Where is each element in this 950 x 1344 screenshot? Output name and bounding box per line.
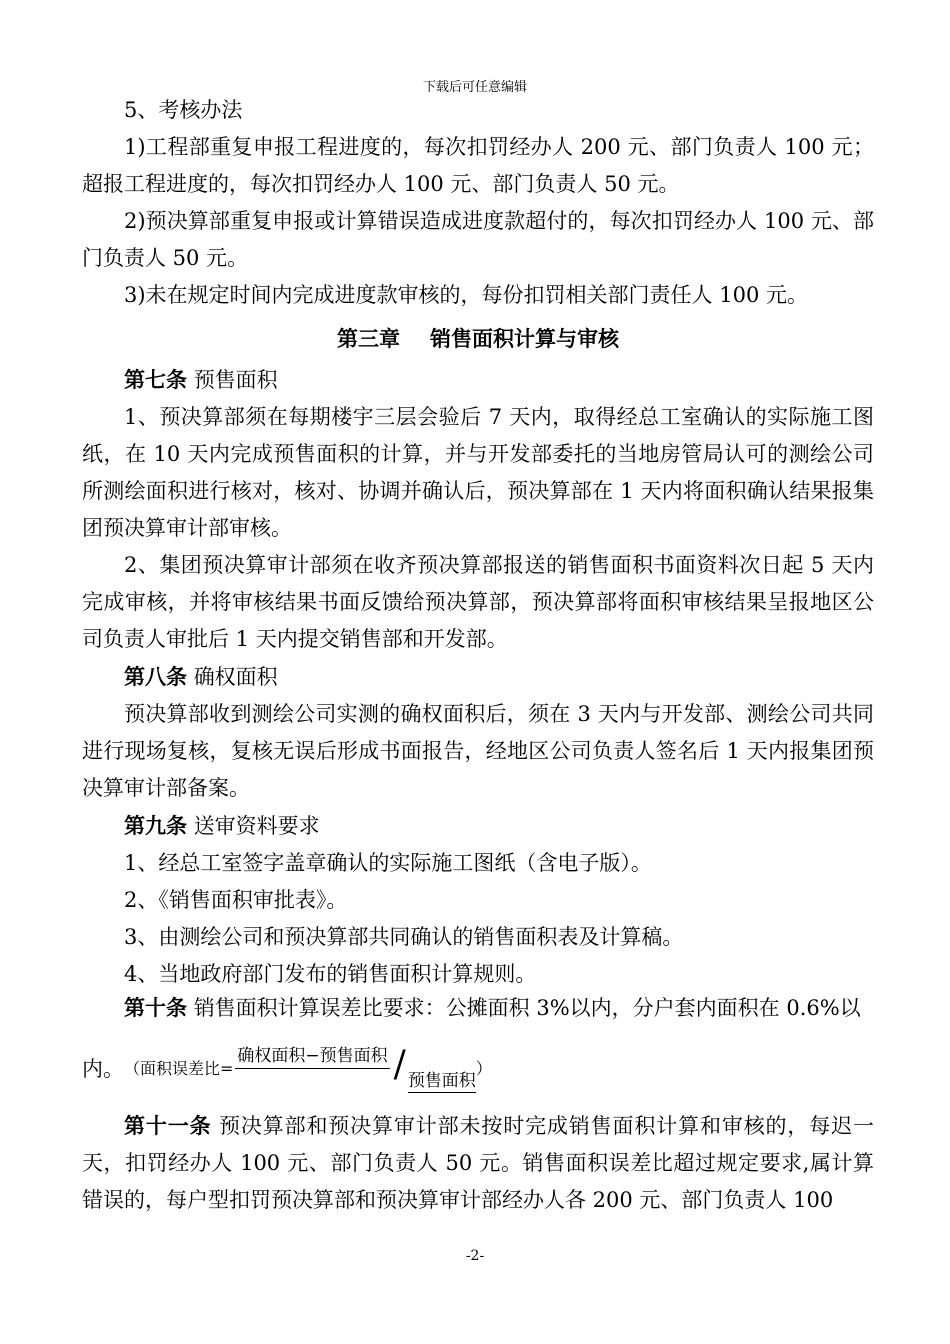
paragraph: 3)未在规定时间内完成进度款审核的，每份扣罚相关部门责任人 100 元。 (124, 283, 808, 307)
article-title: 送审资料要求 (193, 814, 320, 838)
formula-numerator: 确权面积−预售面积 (235, 1045, 389, 1069)
list-item: 3、由测绘公司和预决算部共同确认的销售面积表及计算稿。 (124, 925, 684, 949)
formula-close: ） (475, 1059, 492, 1078)
paragraph: 预决算部收到测绘公司实测的确权面积后，须在 3 天内与开发部、测绘公司共同进行现场复核，复核无误后形成书面报告，经地区公司负责人签名后 1 天内报集团预决算审计部备案。 (82, 702, 874, 800)
paragraph: 2)预决算部重复申报或计算错误造成进度款超付的，每次扣罚经办人 100 元、部门负责人 50 元。 (82, 209, 874, 270)
formula-denominator: 预售面积 (407, 1070, 476, 1091)
page-header: 下载后可任意编辑 (422, 80, 527, 95)
paragraph: 2、集团预决算审计部须在收齐预决算部报送的销售面积书面资料次日起 5 天内完成审核，并将审核结果书面反馈给预决算部，预决算部将面积审核结果呈报地区公司负责人审批后 1 天内提交销售部和开发部。 (82, 553, 874, 651)
chapter-number: 第三章 (337, 326, 400, 351)
article-heading (82, 658, 874, 696)
paragraph: 1、预决算部须在每期楼宇三层会验后 7 天内，取得经总工室确认的实际施工图纸，在 10 天内完成预售面积的计算，并与开发部委托的当地房管局认可的测绘公司所测绘面积进行核对，核对、协调并确认后，预决算部在 1 天内将面积确认结果报集团预决算审计部审核。 (82, 405, 874, 540)
document-body (82, 92, 874, 1219)
article-title: 预售面积 (193, 368, 278, 392)
list-item: 4、当地政府部门发布的销售面积计算规则。 (124, 962, 537, 986)
formula-open: （面积误差比= (124, 1059, 234, 1078)
article-label: 第七条 (124, 367, 187, 392)
formula-fraction (235, 1046, 389, 1081)
article-label: 第十一条 (124, 1113, 212, 1138)
list-item: 2、《销售面积审批表》。 (124, 888, 348, 912)
formula-slash: / (393, 1044, 406, 1085)
article-text: 预决算部和预决算审计部未按时完成销售面积计算和审核的，每迟一天，扣罚经办人 100 元、部门负责人 50 元。销售面积误差比超过规定要求,属计算错误的，每户型扣罚预决算部和预决算审计部经办人各 200 元、部门负责人 100 (82, 1114, 874, 1212)
article-heading (82, 807, 874, 845)
article-text-cont: 内。 (82, 1056, 124, 1081)
list-item: 1、经总工室签字盖章确认的实际施工图纸（含电子版）。 (124, 851, 652, 875)
article-text: 销售面积计算误差比要求：公摊面积 3%以内，分户套内面积在 0.6%以 (193, 996, 861, 1020)
article-label: 第八条 (124, 664, 187, 689)
chapter-title (82, 320, 874, 357)
article-paragraph (82, 989, 874, 1027)
article-label: 第九条 (124, 813, 187, 838)
section-heading-assessment: 5、考核办法 (124, 98, 243, 122)
article-label: 第十条 (124, 995, 187, 1020)
error-ratio-formula (82, 1035, 874, 1103)
article-paragraph (82, 1107, 874, 1219)
paragraph: 1)工程部重复申报工程进度的，每次扣罚经办人 200 元、部门负责人 100 元；超报工程进度的，每次扣罚经办人 100 元、部门负责人 50 元。 (82, 135, 874, 196)
page-number: -2- (465, 1248, 485, 1264)
chapter-name: 销售面积计算与审核 (430, 326, 619, 351)
article-title: 确权面积 (193, 665, 278, 689)
article-heading (82, 361, 874, 399)
